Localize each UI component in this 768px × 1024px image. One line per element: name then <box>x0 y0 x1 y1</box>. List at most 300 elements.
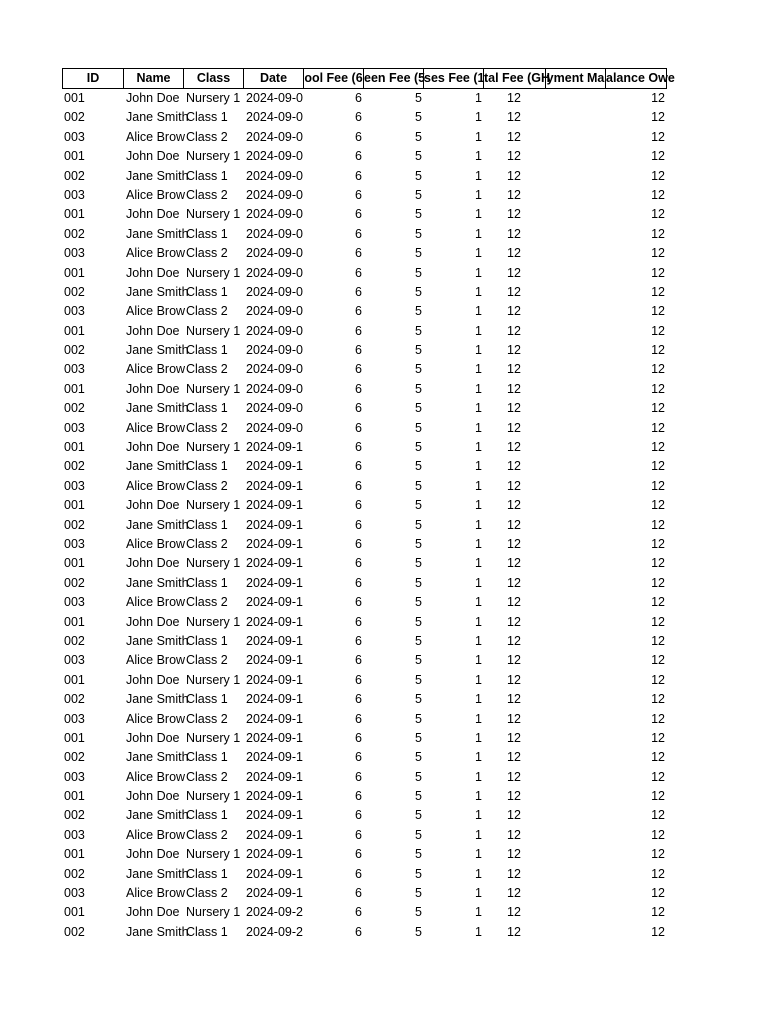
cell-payment-made[interactable] <box>546 671 606 690</box>
cell-school-fee[interactable]: 6 <box>355 614 362 629</box>
cell-class[interactable]: Class 1 <box>186 517 228 532</box>
cell-name[interactable]: John Doe <box>126 672 180 687</box>
cell-total-fee[interactable]: 12 <box>507 827 521 842</box>
cell-id[interactable]: 001 <box>64 614 85 629</box>
cell-balance-owed[interactable]: 12 <box>651 110 665 125</box>
cell-total-fee[interactable]: 12 <box>507 420 521 435</box>
cell-canteen-fee[interactable]: 5 <box>415 750 422 765</box>
cell-date[interactable]: 2024-09-1 <box>246 517 303 532</box>
cell-name[interactable]: Jane Smith <box>126 343 189 358</box>
cell-classes-fee[interactable]: 1 <box>475 91 482 105</box>
cell-id[interactable]: 003 <box>64 536 85 551</box>
cell-classes-fee[interactable]: 1 <box>475 498 482 513</box>
cell-balance-owed[interactable]: 12 <box>651 207 665 222</box>
cell-name[interactable]: Jane Smith <box>126 750 189 765</box>
cell-id[interactable]: 002 <box>64 401 85 416</box>
cell-balance-owed[interactable]: 12 <box>651 595 665 610</box>
cell-payment-made[interactable] <box>546 205 606 224</box>
cell-name[interactable]: Alice Brow <box>126 420 186 435</box>
cell-name[interactable]: Alice Brow <box>126 536 186 551</box>
cell-date[interactable]: 2024-09-1 <box>246 750 303 765</box>
cell-balance-owed[interactable]: 12 <box>651 672 665 687</box>
cell-payment-made[interactable] <box>546 923 606 942</box>
cell-payment-made[interactable] <box>546 167 606 186</box>
cell-classes-fee[interactable]: 1 <box>475 536 482 551</box>
cell-classes-fee[interactable]: 1 <box>475 614 482 629</box>
cell-classes-fee[interactable]: 1 <box>475 187 482 202</box>
cell-payment-made[interactable] <box>546 554 606 573</box>
cell-payment-made[interactable] <box>546 108 606 127</box>
cell-date[interactable]: 2024-09-1 <box>246 536 303 551</box>
cell-total-fee[interactable]: 12 <box>507 653 521 668</box>
cell-canteen-fee[interactable]: 5 <box>415 110 422 125</box>
cell-class[interactable]: Nursery 1 <box>186 498 241 513</box>
cell-school-fee[interactable]: 6 <box>355 886 362 901</box>
cell-date[interactable]: 2024-09-0 <box>246 207 303 222</box>
cell-total-fee[interactable]: 12 <box>507 343 521 358</box>
cell-class[interactable]: Class 1 <box>186 168 228 183</box>
cell-total-fee[interactable]: 12 <box>507 614 521 629</box>
cell-school-fee[interactable]: 6 <box>355 847 362 862</box>
cell-total-fee[interactable]: 12 <box>507 769 521 784</box>
cell-canteen-fee[interactable]: 5 <box>415 575 422 590</box>
cell-class[interactable]: Nursery 1 <box>186 207 241 222</box>
cell-payment-made[interactable] <box>546 806 606 825</box>
cell-name[interactable]: John Doe <box>126 556 180 571</box>
cell-name[interactable]: Alice Brow <box>126 769 186 784</box>
header-name[interactable]: Name <box>124 68 184 89</box>
cell-class[interactable]: Class 1 <box>186 924 228 939</box>
cell-canteen-fee[interactable]: 5 <box>415 420 422 435</box>
cell-balance-owed[interactable]: 12 <box>651 847 665 862</box>
cell-school-fee[interactable]: 6 <box>355 827 362 842</box>
cell-balance-owed[interactable]: 12 <box>651 323 665 338</box>
cell-date[interactable]: 2024-09-0 <box>246 168 303 183</box>
cell-school-fee[interactable]: 6 <box>355 207 362 222</box>
cell-class[interactable]: Class 2 <box>186 536 228 551</box>
cell-payment-made[interactable] <box>546 768 606 787</box>
cell-id[interactable]: 003 <box>64 187 85 202</box>
cell-balance-owed[interactable]: 12 <box>651 420 665 435</box>
cell-total-fee[interactable]: 12 <box>507 459 521 474</box>
cell-canteen-fee[interactable]: 5 <box>415 905 422 920</box>
cell-classes-fee[interactable]: 1 <box>475 343 482 358</box>
cell-date[interactable]: 2024-09-1 <box>246 556 303 571</box>
cell-class[interactable]: Class 2 <box>186 362 228 377</box>
cell-school-fee[interactable]: 6 <box>355 498 362 513</box>
cell-total-fee[interactable]: 12 <box>507 750 521 765</box>
cell-canteen-fee[interactable]: 5 <box>415 672 422 687</box>
cell-payment-made[interactable] <box>546 147 606 166</box>
cell-total-fee[interactable]: 12 <box>507 110 521 125</box>
cell-id[interactable]: 002 <box>64 168 85 183</box>
cell-balance-owed[interactable]: 12 <box>651 536 665 551</box>
cell-school-fee[interactable]: 6 <box>355 187 362 202</box>
cell-name[interactable]: Jane Smith <box>126 226 189 241</box>
cell-total-fee[interactable]: 12 <box>507 886 521 901</box>
cell-class[interactable]: Class 2 <box>186 769 228 784</box>
cell-name[interactable]: Jane Smith <box>126 517 189 532</box>
cell-id[interactable]: 002 <box>64 633 85 648</box>
cell-date[interactable]: 2024-09-1 <box>246 595 303 610</box>
cell-class[interactable]: Class 2 <box>186 420 228 435</box>
cell-payment-made[interactable] <box>546 729 606 748</box>
cell-id[interactable]: 003 <box>64 129 85 144</box>
cell-payment-made[interactable] <box>546 341 606 360</box>
cell-id[interactable]: 001 <box>64 556 85 571</box>
cell-date[interactable]: 2024-09-0 <box>246 323 303 338</box>
cell-class[interactable]: Class 1 <box>186 459 228 474</box>
cell-classes-fee[interactable]: 1 <box>475 808 482 823</box>
cell-payment-made[interactable] <box>546 865 606 884</box>
cell-id[interactable]: 001 <box>64 440 85 455</box>
header-id[interactable]: ID <box>62 68 124 89</box>
cell-canteen-fee[interactable]: 5 <box>415 187 422 202</box>
cell-payment-made[interactable] <box>546 516 606 535</box>
cell-balance-owed[interactable]: 12 <box>651 343 665 358</box>
cell-total-fee[interactable]: 12 <box>507 847 521 862</box>
cell-school-fee[interactable]: 6 <box>355 362 362 377</box>
cell-id[interactable]: 002 <box>64 226 85 241</box>
cell-school-fee[interactable]: 6 <box>355 401 362 416</box>
header-balance-owed[interactable]: alance Owe <box>606 68 667 89</box>
cell-class[interactable]: Class 2 <box>186 246 228 261</box>
cell-school-fee[interactable]: 6 <box>355 265 362 280</box>
cell-class[interactable]: Class 1 <box>186 401 228 416</box>
cell-date[interactable]: 2024-09-1 <box>246 575 303 590</box>
cell-school-fee[interactable]: 6 <box>355 323 362 338</box>
cell-canteen-fee[interactable]: 5 <box>415 362 422 377</box>
cell-payment-made[interactable] <box>546 574 606 593</box>
cell-date[interactable]: 2024-09-0 <box>246 246 303 261</box>
cell-name[interactable]: Alice Brow <box>126 653 186 668</box>
cell-school-fee[interactable]: 6 <box>355 478 362 493</box>
cell-class[interactable]: Class 2 <box>186 595 228 610</box>
cell-classes-fee[interactable]: 1 <box>475 924 482 939</box>
cell-school-fee[interactable]: 6 <box>355 595 362 610</box>
cell-classes-fee[interactable]: 1 <box>475 323 482 338</box>
cell-school-fee[interactable]: 6 <box>355 246 362 261</box>
cell-classes-fee[interactable]: 1 <box>475 575 482 590</box>
cell-classes-fee[interactable]: 1 <box>475 110 482 125</box>
cell-payment-made[interactable] <box>546 128 606 147</box>
cell-id[interactable]: 003 <box>64 362 85 377</box>
cell-class[interactable]: Nursery 1 <box>186 440 241 455</box>
cell-school-fee[interactable]: 6 <box>355 692 362 707</box>
cell-payment-made[interactable] <box>546 690 606 709</box>
cell-school-fee[interactable]: 6 <box>355 633 362 648</box>
cell-total-fee[interactable]: 12 <box>507 265 521 280</box>
cell-school-fee[interactable]: 6 <box>355 866 362 881</box>
cell-classes-fee[interactable]: 1 <box>475 595 482 610</box>
cell-total-fee[interactable]: 12 <box>507 246 521 261</box>
cell-class[interactable]: Nursery 1 <box>186 905 241 920</box>
cell-name[interactable]: Alice Brow <box>126 595 186 610</box>
cell-classes-fee[interactable]: 1 <box>475 905 482 920</box>
cell-school-fee[interactable]: 6 <box>355 284 362 299</box>
cell-class[interactable]: Class 1 <box>186 343 228 358</box>
cell-canteen-fee[interactable]: 5 <box>415 730 422 745</box>
cell-payment-made[interactable] <box>546 903 606 922</box>
cell-class[interactable]: Class 1 <box>186 692 228 707</box>
cell-canteen-fee[interactable]: 5 <box>415 343 422 358</box>
cell-balance-owed[interactable]: 12 <box>651 129 665 144</box>
cell-school-fee[interactable]: 6 <box>355 905 362 920</box>
header-school-fee[interactable]: ool Fee (6 <box>304 68 364 89</box>
cell-canteen-fee[interactable]: 5 <box>415 381 422 396</box>
cell-payment-made[interactable] <box>546 438 606 457</box>
cell-school-fee[interactable]: 6 <box>355 789 362 804</box>
cell-class[interactable]: Class 2 <box>186 653 228 668</box>
cell-total-fee[interactable]: 12 <box>507 284 521 299</box>
cell-payment-made[interactable] <box>546 613 606 632</box>
cell-balance-owed[interactable]: 12 <box>651 692 665 707</box>
cell-payment-made[interactable] <box>546 477 606 496</box>
cell-classes-fee[interactable]: 1 <box>475 556 482 571</box>
cell-name[interactable]: Jane Smith <box>126 808 189 823</box>
cell-classes-fee[interactable]: 1 <box>475 226 482 241</box>
cell-school-fee[interactable]: 6 <box>355 304 362 319</box>
cell-total-fee[interactable]: 12 <box>507 168 521 183</box>
cell-id[interactable]: 001 <box>64 91 85 105</box>
cell-canteen-fee[interactable]: 5 <box>415 711 422 726</box>
cell-class[interactable]: Nursery 1 <box>186 789 241 804</box>
cell-canteen-fee[interactable]: 5 <box>415 517 422 532</box>
cell-canteen-fee[interactable]: 5 <box>415 168 422 183</box>
cell-payment-made[interactable] <box>546 244 606 263</box>
cell-payment-made[interactable] <box>546 787 606 806</box>
cell-canteen-fee[interactable]: 5 <box>415 498 422 513</box>
cell-name[interactable]: Jane Smith <box>126 110 189 125</box>
cell-balance-owed[interactable]: 12 <box>651 827 665 842</box>
cell-date[interactable]: 2024-09-0 <box>246 129 303 144</box>
cell-name[interactable]: John Doe <box>126 498 180 513</box>
cell-payment-made[interactable] <box>546 826 606 845</box>
cell-balance-owed[interactable]: 12 <box>651 653 665 668</box>
cell-canteen-fee[interactable]: 5 <box>415 478 422 493</box>
cell-total-fee[interactable]: 12 <box>507 536 521 551</box>
cell-name[interactable]: Jane Smith <box>126 401 189 416</box>
cell-id[interactable]: 003 <box>64 886 85 901</box>
cell-school-fee[interactable]: 6 <box>355 711 362 726</box>
cell-class[interactable]: Class 1 <box>186 110 228 125</box>
cell-school-fee[interactable]: 6 <box>355 730 362 745</box>
cell-canteen-fee[interactable]: 5 <box>415 692 422 707</box>
cell-canteen-fee[interactable]: 5 <box>415 284 422 299</box>
cell-school-fee[interactable]: 6 <box>355 459 362 474</box>
cell-name[interactable]: Alice Brow <box>126 187 186 202</box>
cell-balance-owed[interactable]: 12 <box>651 750 665 765</box>
cell-classes-fee[interactable]: 1 <box>475 168 482 183</box>
cell-classes-fee[interactable]: 1 <box>475 381 482 396</box>
cell-balance-owed[interactable]: 12 <box>651 440 665 455</box>
cell-date[interactable]: 2024-09-2 <box>246 924 303 939</box>
cell-name[interactable]: John Doe <box>126 91 180 105</box>
cell-id[interactable]: 003 <box>64 304 85 319</box>
cell-canteen-fee[interactable]: 5 <box>415 866 422 881</box>
cell-id[interactable]: 002 <box>64 284 85 299</box>
cell-canteen-fee[interactable]: 5 <box>415 769 422 784</box>
cell-id[interactable]: 002 <box>64 459 85 474</box>
cell-name[interactable]: John Doe <box>126 905 180 920</box>
cell-id[interactable]: 001 <box>64 149 85 164</box>
cell-name[interactable]: Alice Brow <box>126 886 186 901</box>
cell-canteen-fee[interactable]: 5 <box>415 886 422 901</box>
cell-classes-fee[interactable]: 1 <box>475 207 482 222</box>
cell-class[interactable]: Class 2 <box>186 711 228 726</box>
cell-id[interactable]: 003 <box>64 827 85 842</box>
cell-classes-fee[interactable]: 1 <box>475 362 482 377</box>
cell-classes-fee[interactable]: 1 <box>475 672 482 687</box>
cell-class[interactable]: Class 1 <box>186 575 228 590</box>
cell-class[interactable]: Class 1 <box>186 808 228 823</box>
cell-date[interactable]: 2024-09-0 <box>246 149 303 164</box>
cell-balance-owed[interactable]: 12 <box>651 769 665 784</box>
cell-school-fee[interactable]: 6 <box>355 924 362 939</box>
cell-date[interactable]: 2024-09-1 <box>246 440 303 455</box>
cell-payment-made[interactable] <box>546 593 606 612</box>
cell-canteen-fee[interactable]: 5 <box>415 226 422 241</box>
cell-total-fee[interactable]: 12 <box>507 381 521 396</box>
cell-class[interactable]: Class 1 <box>186 750 228 765</box>
cell-id[interactable]: 003 <box>64 246 85 261</box>
cell-date[interactable]: 2024-09-0 <box>246 304 303 319</box>
cell-school-fee[interactable]: 6 <box>355 110 362 125</box>
cell-class[interactable]: Nursery 1 <box>186 265 241 280</box>
cell-canteen-fee[interactable]: 5 <box>415 440 422 455</box>
cell-class[interactable]: Class 2 <box>186 886 228 901</box>
cell-date[interactable]: 2024-09-1 <box>246 633 303 648</box>
cell-school-fee[interactable]: 6 <box>355 440 362 455</box>
cell-id[interactable]: 003 <box>64 653 85 668</box>
cell-date[interactable]: 2024-09-1 <box>246 847 303 862</box>
cell-class[interactable]: Class 2 <box>186 304 228 319</box>
cell-id[interactable]: 001 <box>64 672 85 687</box>
cell-classes-fee[interactable]: 1 <box>475 284 482 299</box>
cell-total-fee[interactable]: 12 <box>507 595 521 610</box>
cell-class[interactable]: Class 1 <box>186 284 228 299</box>
cell-id[interactable]: 002 <box>64 924 85 939</box>
cell-date[interactable]: 2024-09-0 <box>246 91 303 105</box>
cell-total-fee[interactable]: 12 <box>507 207 521 222</box>
cell-date[interactable]: 2024-09-1 <box>246 478 303 493</box>
cell-id[interactable]: 001 <box>64 207 85 222</box>
cell-canteen-fee[interactable]: 5 <box>415 246 422 261</box>
cell-name[interactable]: John Doe <box>126 730 180 745</box>
cell-classes-fee[interactable]: 1 <box>475 827 482 842</box>
cell-classes-fee[interactable]: 1 <box>475 459 482 474</box>
cell-id[interactable]: 001 <box>64 265 85 280</box>
cell-id[interactable]: 001 <box>64 381 85 396</box>
cell-payment-made[interactable] <box>546 496 606 515</box>
cell-date[interactable]: 2024-09-0 <box>246 265 303 280</box>
cell-date[interactable]: 2024-09-1 <box>246 672 303 687</box>
header-classes-fee[interactable]: ses Fee (1 <box>424 68 484 89</box>
cell-class[interactable]: Class 2 <box>186 827 228 842</box>
cell-date[interactable]: 2024-09-1 <box>246 692 303 707</box>
cell-balance-owed[interactable]: 12 <box>651 498 665 513</box>
cell-class[interactable]: Class 2 <box>186 478 228 493</box>
cell-total-fee[interactable]: 12 <box>507 692 521 707</box>
cell-class[interactable]: Nursery 1 <box>186 91 241 105</box>
cell-id[interactable]: 002 <box>64 575 85 590</box>
cell-payment-made[interactable] <box>546 89 606 108</box>
cell-school-fee[interactable]: 6 <box>355 536 362 551</box>
cell-total-fee[interactable]: 12 <box>507 304 521 319</box>
cell-total-fee[interactable]: 12 <box>507 924 521 939</box>
cell-payment-made[interactable] <box>546 748 606 767</box>
cell-name[interactable]: Jane Smith <box>126 692 189 707</box>
header-date[interactable]: Date <box>244 68 304 89</box>
cell-total-fee[interactable]: 12 <box>507 91 521 105</box>
cell-date[interactable]: 2024-09-1 <box>246 827 303 842</box>
cell-id[interactable]: 002 <box>64 692 85 707</box>
cell-class[interactable]: Nursery 1 <box>186 730 241 745</box>
cell-payment-made[interactable] <box>546 360 606 379</box>
cell-name[interactable]: Jane Smith <box>126 284 189 299</box>
cell-classes-fee[interactable]: 1 <box>475 789 482 804</box>
cell-classes-fee[interactable]: 1 <box>475 478 482 493</box>
cell-id[interactable]: 002 <box>64 110 85 125</box>
cell-balance-owed[interactable]: 12 <box>651 517 665 532</box>
cell-class[interactable]: Nursery 1 <box>186 556 241 571</box>
cell-total-fee[interactable]: 12 <box>507 149 521 164</box>
cell-name[interactable]: Alice Brow <box>126 478 186 493</box>
cell-id[interactable]: 002 <box>64 750 85 765</box>
cell-school-fee[interactable]: 6 <box>355 149 362 164</box>
cell-total-fee[interactable]: 12 <box>507 187 521 202</box>
cell-school-fee[interactable]: 6 <box>355 653 362 668</box>
cell-date[interactable]: 2024-09-1 <box>246 498 303 513</box>
cell-payment-made[interactable] <box>546 710 606 729</box>
cell-classes-fee[interactable]: 1 <box>475 129 482 144</box>
cell-name[interactable]: John Doe <box>126 789 180 804</box>
cell-name[interactable]: John Doe <box>126 847 180 862</box>
cell-date[interactable]: 2024-09-0 <box>246 343 303 358</box>
cell-total-fee[interactable]: 12 <box>507 711 521 726</box>
cell-id[interactable]: 001 <box>64 730 85 745</box>
cell-balance-owed[interactable]: 12 <box>651 246 665 261</box>
header-class[interactable]: Class <box>184 68 244 89</box>
cell-id[interactable]: 001 <box>64 847 85 862</box>
cell-date[interactable]: 2024-09-1 <box>246 614 303 629</box>
cell-class[interactable]: Class 2 <box>186 129 228 144</box>
cell-total-fee[interactable]: 12 <box>507 730 521 745</box>
cell-payment-made[interactable] <box>546 380 606 399</box>
cell-payment-made[interactable] <box>546 322 606 341</box>
cell-canteen-fee[interactable]: 5 <box>415 304 422 319</box>
cell-balance-owed[interactable]: 12 <box>651 924 665 939</box>
cell-balance-owed[interactable]: 12 <box>651 556 665 571</box>
cell-date[interactable]: 2024-09-0 <box>246 226 303 241</box>
cell-name[interactable]: Alice Brow <box>126 246 186 261</box>
cell-name[interactable]: John Doe <box>126 323 180 338</box>
cell-id[interactable]: 002 <box>64 866 85 881</box>
cell-balance-owed[interactable]: 12 <box>651 789 665 804</box>
cell-total-fee[interactable]: 12 <box>507 866 521 881</box>
cell-balance-owed[interactable]: 12 <box>651 866 665 881</box>
cell-name[interactable]: Jane Smith <box>126 866 189 881</box>
cell-payment-made[interactable] <box>546 632 606 651</box>
cell-date[interactable]: 2024-09-1 <box>246 769 303 784</box>
cell-date[interactable]: 2024-09-1 <box>246 886 303 901</box>
cell-canteen-fee[interactable]: 5 <box>415 847 422 862</box>
cell-total-fee[interactable]: 12 <box>507 905 521 920</box>
cell-classes-fee[interactable]: 1 <box>475 633 482 648</box>
header-total-fee[interactable]: tal Fee (GH <box>484 68 546 89</box>
cell-date[interactable]: 2024-09-0 <box>246 187 303 202</box>
cell-id[interactable]: 001 <box>64 323 85 338</box>
